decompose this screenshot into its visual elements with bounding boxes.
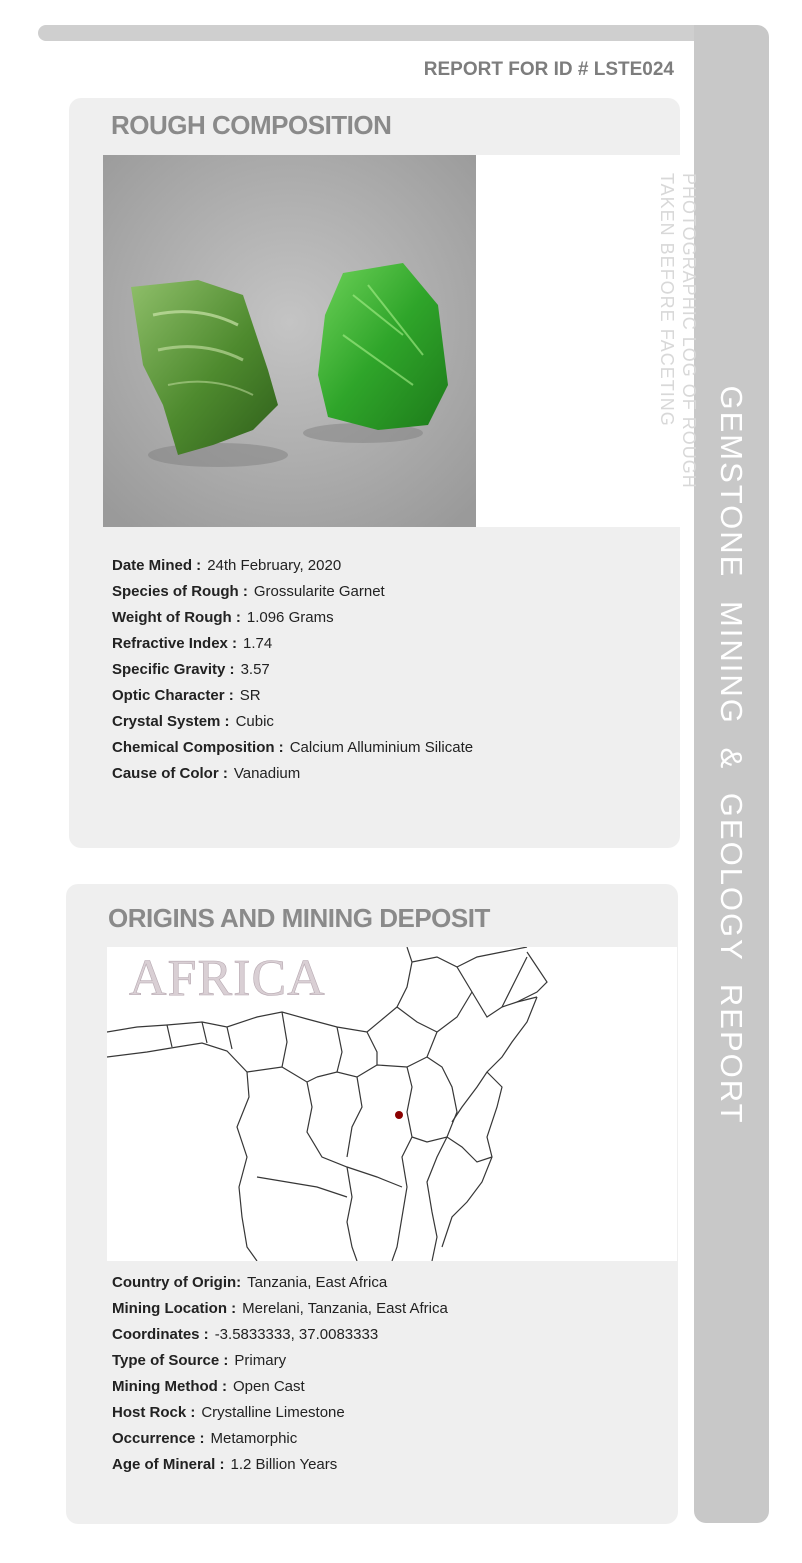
field-value: Merelani, Tanzania, East Africa [242,1300,448,1317]
field-value: 1.096 Grams [246,609,334,626]
photo-caption [656,173,700,489]
field-row [112,687,473,713]
top-bar [38,25,743,41]
field-label: Cause of Color : [112,765,228,782]
field-label: Host Rock : [112,1404,196,1421]
field-row [112,661,473,687]
field-row [112,1430,448,1456]
field-label: Weight of Rough : [112,609,241,626]
field-value: Metamorphic [210,1430,298,1447]
field-row [112,1300,448,1326]
field-value: 1.74 [243,635,273,652]
field-row [112,765,473,791]
field-value: Tanzania, East Africa [247,1274,388,1291]
field-value: 1.2 Billion Years [230,1456,338,1473]
mine-location-marker [395,1111,403,1119]
field-label: Specific Gravity : [112,661,235,678]
rough-fields [112,557,473,791]
field-value: 3.57 [240,661,270,678]
caption-line-1: PHOTOGRAPHIC LOG OF ROUGH [679,173,699,489]
field-label: Type of Source : [112,1352,229,1369]
field-row [112,1404,448,1430]
field-value: SR [239,687,261,704]
side-title: GEMSTONE MINING & GEOLOGY REPORT [714,385,749,1125]
field-row [112,609,473,635]
field-row [112,1352,448,1378]
field-value: Grossularite Garnet [253,583,385,600]
field-value: Crystalline Limestone [201,1404,345,1421]
origin-fields [112,1274,448,1482]
field-label: Crystal System : [112,713,230,730]
caption-line-2: TAKEN BEFORE FACETING [657,173,677,427]
origins-title: ORIGINS AND MINING DEPOSIT [108,903,490,933]
report-id: REPORT FOR ID # LSTE024 [423,59,674,80]
field-label: Age of Mineral : [112,1456,225,1473]
field-label: Species of Rough : [112,583,248,600]
field-label: Chemical Composition : [112,739,284,756]
field-value: -3.5833333, 37.0083333 [214,1326,379,1343]
field-row [112,739,473,765]
field-label: Country of Origin: [112,1274,242,1291]
rough-composition-title: ROUGH COMPOSITION [111,110,392,140]
field-value: Primary [234,1352,287,1369]
field-label: Occurrence : [112,1430,205,1447]
field-row [112,583,473,609]
field-value: Open Cast [232,1378,305,1395]
field-label: Mining Location : [112,1300,237,1317]
field-value: Calcium Alluminium Silicate [289,739,474,756]
rough-gem-photo [103,155,476,527]
field-label: Coordinates : [112,1326,209,1343]
field-value: 24th February, 2020 [207,557,342,574]
field-label: Date Mined : [112,557,202,574]
field-label: Optic Character : [112,687,234,704]
field-row [112,635,473,661]
field-label: Refractive Index : [112,635,238,652]
field-row [112,713,473,739]
field-row [112,1274,448,1300]
field-value: Vanadium [233,765,301,782]
africa-map [107,947,677,1261]
field-row [112,1378,448,1404]
field-row [112,557,473,583]
map-label: AFRICA [129,950,326,1007]
field-value: Cubic [235,713,274,730]
field-row [112,1326,448,1352]
field-row [112,1456,448,1482]
field-label: Mining Method : [112,1378,227,1395]
